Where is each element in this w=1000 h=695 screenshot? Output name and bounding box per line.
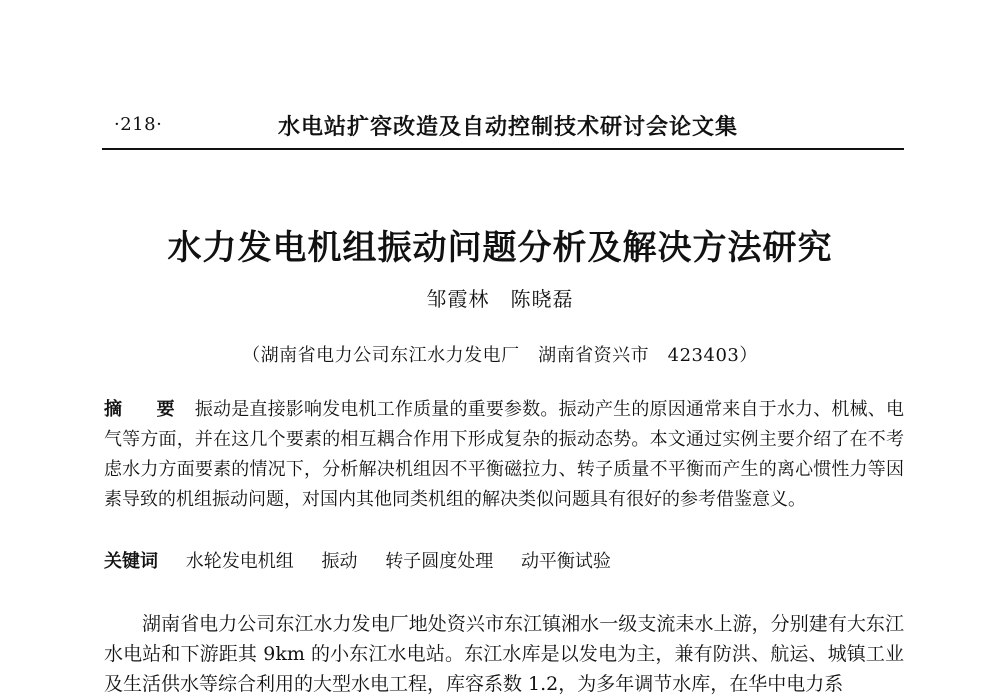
- body-text: [104, 609, 904, 695]
- authors: 邹霞林 陈晓磊: [426, 287, 574, 311]
- keyword: 水轮发电机组: [185, 551, 294, 572]
- body-paragraph: 湖南省电力公司东江水力发电厂地处资兴市东江镇湘水一级支流耒水上游，分别建有大东江水电站和下游距其 9km 的小东江水电站。东江水库是以发电为主，兼有防洪、航运、城镇工业及生活供水等综合利用的大型水电工程，库容系数 1.2，为多年调节水库，在华中电力系: [104, 613, 904, 695]
- keywords: [104, 548, 904, 576]
- paper-title: 水力发电机组振动问题分析及解决方法研究: [167, 228, 833, 268]
- abstract: [104, 395, 904, 515]
- affiliation: （湖南省电力公司东江水力发电厂 湖南省资兴市 423403）: [242, 345, 758, 366]
- running-header: [102, 110, 904, 146]
- page-number: ·218·: [114, 114, 163, 135]
- keywords-label: 关键词: [104, 551, 158, 572]
- keyword: 动平衡试验: [520, 551, 611, 572]
- abstract-label: 摘 要: [104, 399, 189, 420]
- header-rule: [102, 148, 904, 150]
- abstract-text: 振动是直接影响发电机工作质量的重要参数。振动产生的原因通常来自于水力、机械、电气等方面，并在这几个要素的相互耦合作用下形成复杂的振动态势。本文通过实例主要介绍了在不考虑水力方面要素的情况下，分析解决机组因不平衡磁拉力、转子质量不平衡而产生的离心惯性力等因素导致的机组振动问题，对国内其他同类机组的解决类似问题具有很好的参考借鉴意义。: [104, 399, 904, 510]
- keyword: 转子圆度处理: [385, 551, 494, 572]
- keyword: 振动: [321, 551, 358, 572]
- journal-title: 水电站扩容改造及自动控制技术研讨会论文集: [278, 114, 739, 140]
